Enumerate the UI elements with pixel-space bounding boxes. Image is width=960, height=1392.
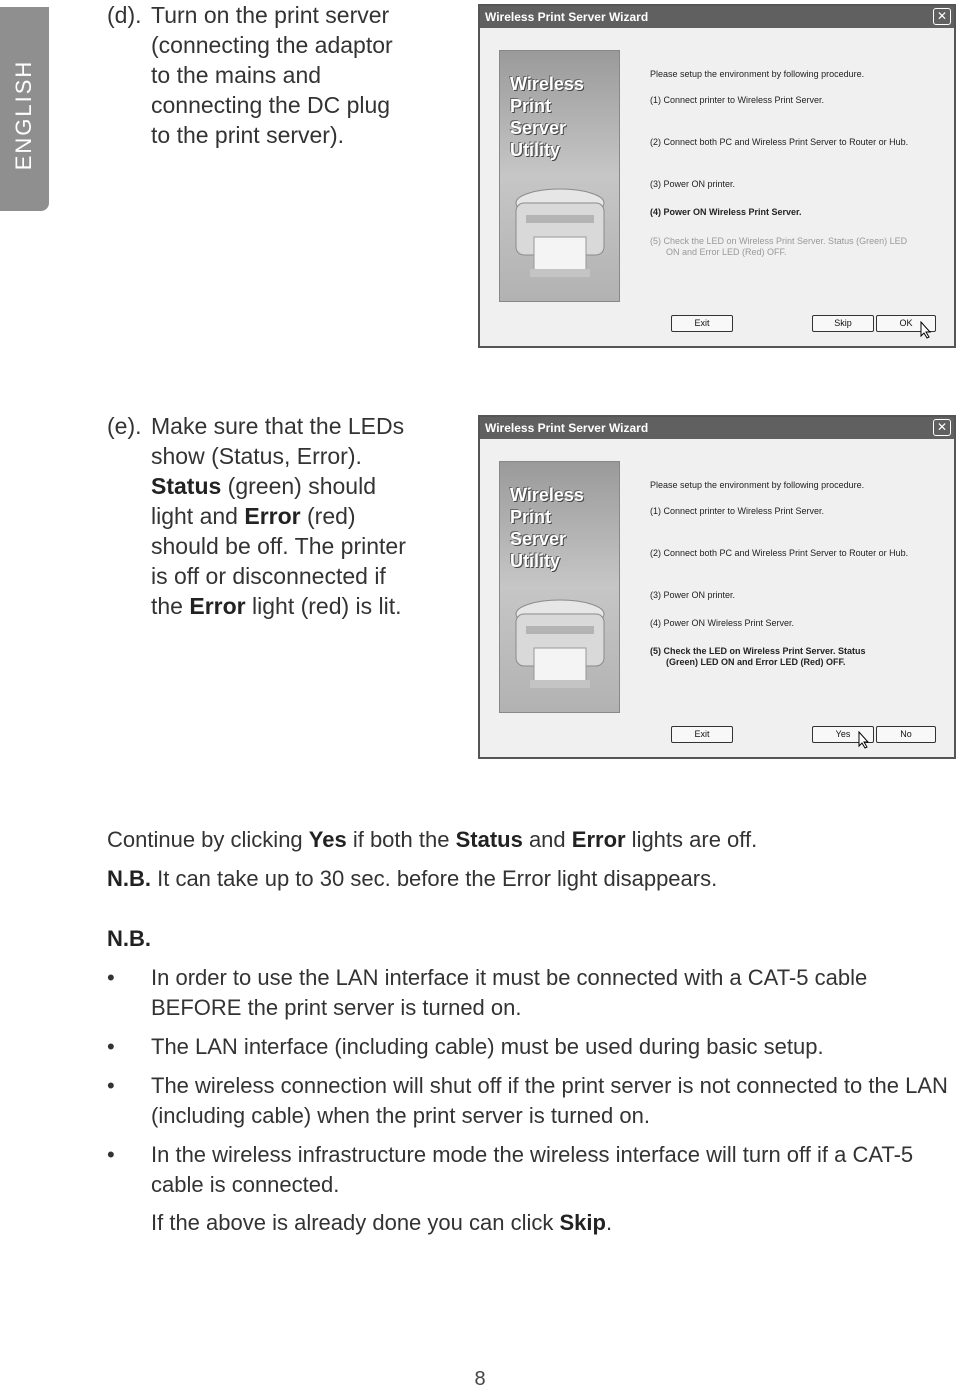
dialog-title: Wireless Print Server Wizard — [485, 10, 649, 24]
cursor-icon — [858, 731, 870, 749]
procedure-step: (4) Power ON Wireless Print Server. — [650, 618, 795, 628]
close-icon[interactable]: ✕ — [933, 419, 951, 436]
list-item: • In the wireless infrastructure mode the wireless interface will turn off if a CAT-5 cable is connected. — [107, 1140, 952, 1200]
no-button[interactable]: No — [876, 726, 936, 743]
procedure-step: (2) Connect both PC and Wireless Print Server to Router or Hub. — [650, 548, 909, 558]
banner-title: Wireless Print Server Utility — [510, 485, 584, 571]
procedure-step-active: (4) Power ON Wireless Print Server. — [650, 207, 802, 217]
note-heading: N.B. — [107, 926, 151, 951]
note-label: N.B. — [107, 866, 151, 891]
dialog-title-bar — [480, 6, 954, 28]
page-number: 8 — [474, 1368, 486, 1390]
skip-button[interactable]: Skip — [812, 315, 874, 332]
procedure-intro: Please setup the environment by following procedure. — [650, 480, 865, 490]
step-d-text: (d). Turn on the print server (connecting the adaptor to the mains and connecting the DC plug to the print server). — [107, 2, 393, 148]
exit-button[interactable]: Exit — [671, 315, 733, 332]
procedure-intro: Please setup the environment by following procedure. — [650, 69, 865, 79]
continue-instruction: Continue by clicking Yes if both the Status and Error lights are off. — [107, 827, 758, 852]
dialog-title: Wireless Print Server Wizard — [485, 421, 649, 435]
yes-button[interactable]: Yes — [812, 726, 874, 743]
list-item: • The wireless connection will shut off if the print server is not connected to the LAN (including cable) when the print server is turned on. — [107, 1071, 952, 1131]
procedure-step: (3) Power ON printer. — [650, 590, 736, 600]
procedure-step: (1) Connect printer to Wireless Print Server. — [650, 506, 825, 516]
list-item: • In order to use the LAN interface it must be connected with a CAT-5 cable BEFORE the print server is turned on. — [107, 963, 952, 1023]
dialog-title-bar — [480, 417, 954, 439]
printer-illustration — [512, 181, 608, 291]
cursor-icon — [920, 321, 932, 339]
close-icon[interactable]: ✕ — [933, 8, 951, 25]
exit-button[interactable]: Exit — [671, 726, 733, 743]
wizard-dialog-step-e — [478, 415, 956, 759]
dialog-body — [480, 28, 954, 346]
note-list — [107, 963, 952, 1209]
dialog-body — [480, 439, 954, 757]
printer-illustration — [512, 592, 608, 702]
list-item: • The LAN interface (including cable) must be used during basic setup. — [107, 1032, 952, 1062]
step-d-label: (d). — [107, 2, 142, 28]
wizard-dialog-step-d — [478, 4, 956, 348]
step-e-label: (e). — [107, 413, 142, 439]
procedure-step-cont: (Green) LED ON and Error LED (Red) OFF. — [666, 657, 846, 667]
procedure-step: (2) Connect both PC and Wireless Print Server to Router or Hub. — [650, 137, 909, 147]
procedure-step-cont: ON and Error LED (Red) OFF. — [666, 247, 787, 257]
utility-banner — [499, 50, 620, 302]
skip-instruction: If the above is already done you can click Skip. — [151, 1210, 613, 1235]
procedure-step: (1) Connect printer to Wireless Print Server. — [650, 95, 825, 105]
language-tab — [0, 7, 49, 211]
procedure-step-active: (5) Check the LED on Wireless Print Server. Status — [650, 646, 866, 656]
step-e-text: (e). Make sure that the LEDs show (Status, Error). Status (green) should light and Error (red) should be off. The printer is off or disconnected if the Error light (red) is lit. — [107, 413, 406, 619]
utility-banner — [499, 461, 620, 713]
note-timing: N.B. It can take up to 30 sec. before the Error light disappears. — [107, 866, 718, 891]
banner-title: Wireless Print Server Utility — [510, 74, 584, 160]
ok-button[interactable]: OK — [876, 315, 936, 332]
procedure-step: (5) Check the LED on Wireless Print Server. Status (Green) LED — [650, 236, 908, 246]
procedure-step: (3) Power ON printer. — [650, 179, 736, 189]
language-label: ENGLISH — [11, 59, 36, 171]
